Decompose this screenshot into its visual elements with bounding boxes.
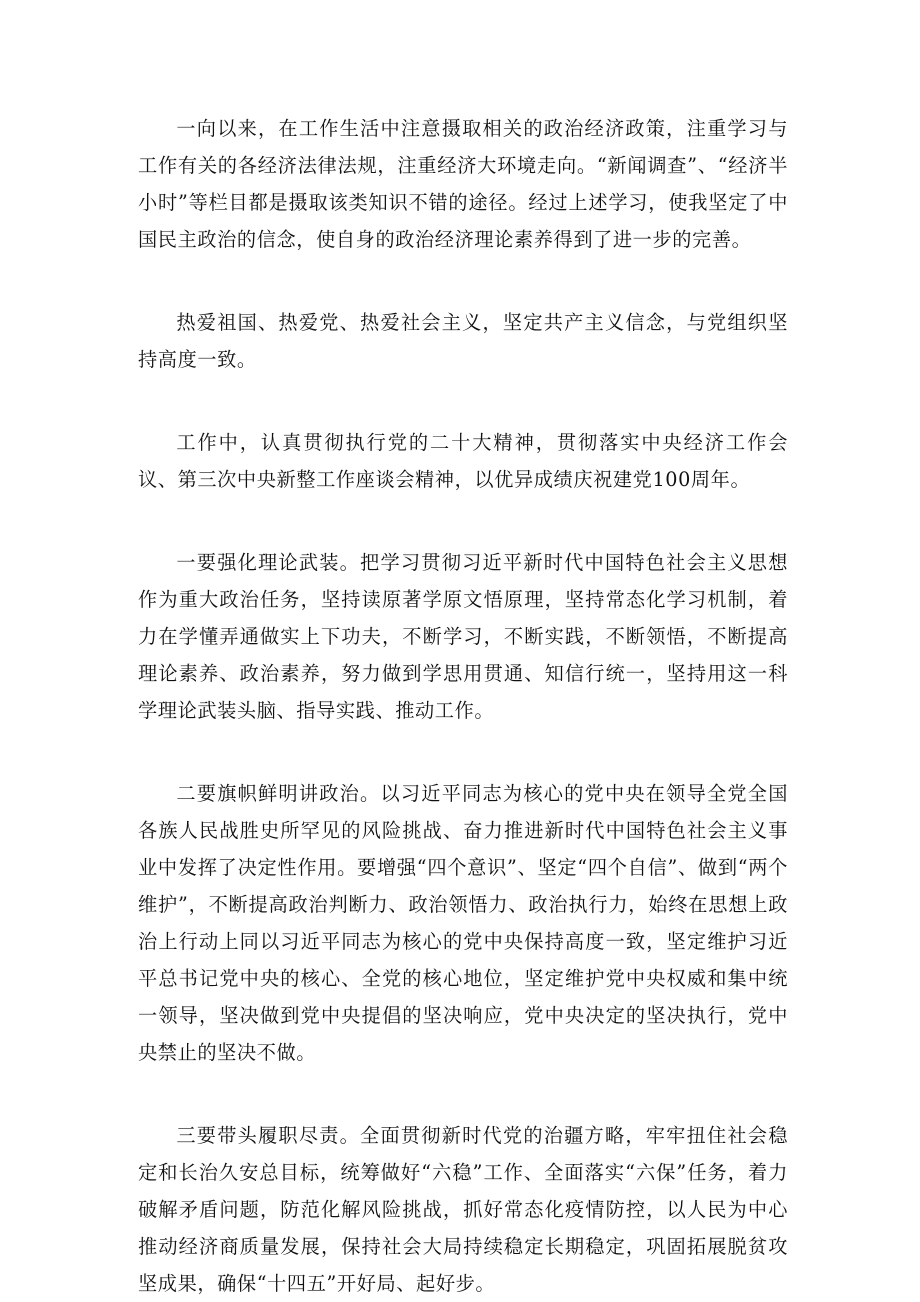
paragraph-1: 一向以来，在工作生活中注意摄取相关的政治经济政策，注重学习与工作有关的各经济法律法规，注重经济大环境走向。“新闻调查”、“经济半小时”等栏目都是摄取该类知识不错的途径。经过上述学习，使我坚定了中国民主政治的信念，使自身的政治经济理论素养得到了进一步的完善。	[138, 117, 788, 251]
paragraph-3: 工作中，认真贯彻执行党的二十大精神，贯彻落实中央经济工作会议、第三次中央新整工作座谈会精神，以优异成绩庆祝建党100周年。	[138, 431, 788, 491]
document-body	[138, 110, 788, 1302]
paragraph-2: 热爱祖国、热爱党、热爱社会主义，坚定共产主义信念，与党组织坚持高度一致。	[138, 311, 788, 371]
paragraph-5: 二要旗帜鲜明讲政治。以习近平同志为核心的党中央在领导全党全国各族人民战胜史所罕见的风险挑战、奋力推进新时代中国特色社会主义事业中发挥了决定性作用。要增强“四个意识”、坚定“四个自信”、做到“两个维护”，不断提高政治判断力、政治领悟力、政治执行力，始终在思想上政治上行动上同以习近平同志为核心的党中央保持高度一致，坚定维护习近平总书记党中央的核心、全党的核心地位，坚定维护党中央权威和集中统一领导，坚决做到党中央提倡的坚决响应，党中央决定的坚决执行，党中央禁止的坚决不做。	[138, 782, 788, 1064]
paragraph-4: 一要强化理论武装。把学习贯彻习近平新时代中国特色社会主义思想作为重大政治任务，坚持读原著学原文悟原理，坚持常态化学习机制，着力在学懂弄通做实上下功夫，不断学习，不断实践，不断领悟，不断提高理论素养、政治素养，努力做到学思用贯通、知信行统一，坚持用这一科学理论武装头脑、指导实践、推动工作。	[138, 551, 788, 722]
paragraph-6: 三要带头履职尽责。全面贯彻新时代党的治疆方略，牢牢扭住社会稳定和长治久安总目标，统筹做好“六稳”工作、全面落实“六保”任务，着力破解矛盾问题，防范化解风险挑战，抓好常态化疫情防控，以人民为中心推动经济商质量发展，保持社会大局持续稳定长期稳定，巩固拓展脱贫攻坚成果，确保“十四五”开好局、起好步。	[138, 1124, 788, 1295]
